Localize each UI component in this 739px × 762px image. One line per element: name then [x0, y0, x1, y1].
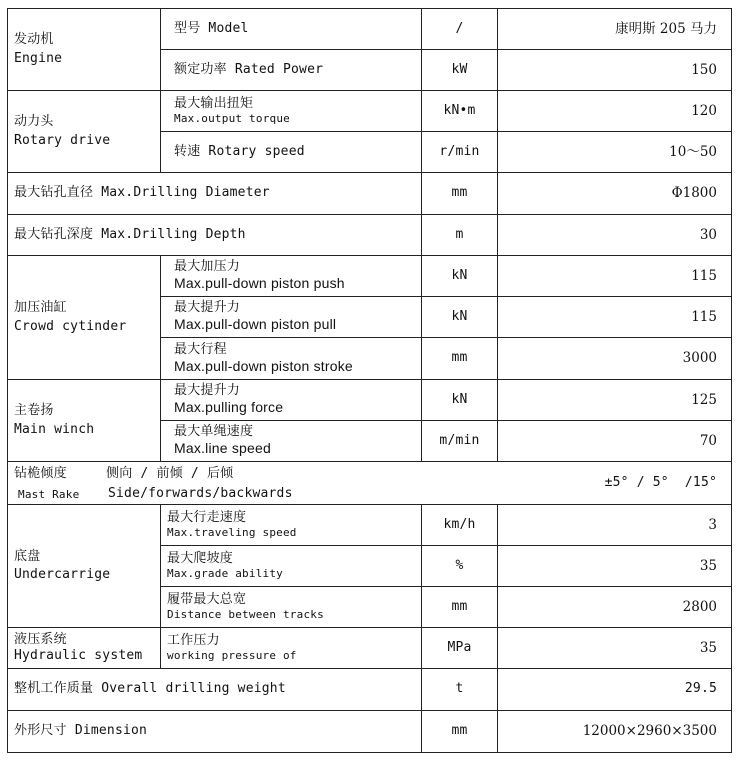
winch-speed-value: 70	[699, 432, 717, 449]
dimension-label: 外形尺寸 Dimension	[14, 723, 148, 739]
diameter-unit: mm	[451, 185, 468, 201]
label-zh: 履带最大总宽	[167, 592, 247, 607]
label-zh: 最大爬坡度	[167, 551, 234, 566]
travel-speed-value: 3	[708, 516, 717, 533]
depth-value: 30	[699, 226, 717, 243]
group-label-zh: 底盘	[14, 548, 41, 564]
label-zh: 最大行走速度	[167, 510, 247, 525]
label-en: Max.pull-down piston pull	[174, 316, 337, 333]
winch-speed-label	[168, 421, 421, 461]
power-label: 额定功率 Rated Power	[174, 61, 324, 77]
mast-rake-value: ±5° / 5° /15°	[604, 474, 717, 490]
group-label-en: Rotary drive	[14, 132, 111, 148]
label-zh: 最大单绳速度	[174, 424, 254, 440]
label-zh: 最大行程	[174, 341, 227, 357]
crowd-stroke-value: 3000	[682, 350, 717, 367]
dimension-value: 12000×2960×3500	[582, 723, 717, 740]
label-zh: 工作压力	[167, 633, 220, 648]
group-label-en: Engine	[14, 50, 63, 66]
group-label-zh: 动力头	[14, 114, 54, 130]
weight-unit: t	[455, 681, 464, 697]
rotary-speed-unit: r/min	[439, 143, 480, 159]
pressure-unit: MPa	[447, 639, 472, 655]
weight-label: 整机工作质量 Overall drilling weight	[14, 681, 286, 697]
track-width-value: 2800	[682, 598, 717, 615]
label-en: Max.pull-down piston push	[174, 275, 345, 292]
weight-value: 29.5	[684, 681, 717, 697]
track-width-unit: mm	[451, 598, 468, 614]
crowd-push-label	[168, 256, 421, 296]
power-unit: kW	[451, 61, 468, 77]
crowd-pull-label	[168, 297, 421, 337]
torque-unit: kN•m	[443, 102, 476, 118]
group-label-zh: 主卷扬	[14, 403, 54, 419]
undercarriage-group	[8, 505, 160, 627]
grade-value: 35	[699, 557, 717, 574]
label-en: Max.pulling force	[174, 399, 284, 416]
grade-unit: %	[455, 557, 464, 573]
mast-rake-label	[14, 462, 414, 504]
group-label-en: Crowd cytinder	[14, 318, 127, 334]
winch-group	[8, 380, 160, 461]
winch-force-unit: kN	[451, 391, 468, 407]
mast-sub-en: Side/forwards/backwards	[108, 486, 293, 501]
track-width-label	[161, 587, 421, 627]
label-zh: 最大输出扭矩	[174, 96, 254, 111]
model-unit: /	[455, 20, 464, 36]
label-en: working pressure of	[167, 649, 297, 663]
rotary-group	[8, 91, 160, 172]
mast-label-en: Mast Rake	[18, 488, 80, 501]
mast-sub-zh: 侧向 / 前倾 / 后倾	[106, 466, 234, 481]
depth-label: 最大钻孔深度 Max.Drilling Depth	[14, 226, 246, 242]
mast-label-zh: 钻桅倾度	[14, 466, 67, 481]
winch-speed-unit: m/min	[439, 432, 480, 448]
rotary-speed-value: 10～50	[669, 143, 717, 160]
depth-unit: m	[455, 226, 464, 242]
engine-group	[8, 9, 160, 90]
label-en: Max.pull-down piston stroke	[174, 357, 353, 374]
crowd-pull-unit: kN	[451, 308, 468, 324]
label-en: Distance between tracks	[167, 608, 324, 622]
winch-force-label	[168, 380, 421, 420]
crowd-pull-value: 115	[691, 308, 717, 325]
grade-label	[161, 546, 421, 586]
pressure-value: 35	[699, 639, 717, 656]
group-label-zh: 加压油缸	[14, 300, 67, 316]
travel-speed-unit: km/h	[443, 516, 476, 532]
diameter-label: 最大钻孔直径 Max.Drilling Diameter	[14, 185, 270, 201]
label-en: Max.traveling speed	[167, 526, 297, 540]
model-label: 型号 Model	[174, 20, 249, 36]
label-zh: 最大加压力	[174, 259, 241, 275]
label-en: Max.output torque	[174, 112, 290, 126]
crowd-stroke-unit: mm	[451, 350, 468, 366]
crowd-push-unit: kN	[451, 267, 468, 283]
winch-force-value: 125	[691, 391, 717, 408]
crowd-group	[8, 256, 160, 379]
pressure-label	[161, 628, 421, 668]
group-label-en: Undercarrige	[14, 567, 111, 582]
label-en: Max.grade ability	[167, 567, 283, 581]
hydraulic-group	[8, 628, 160, 668]
torque-label	[168, 91, 421, 131]
crowd-stroke-label	[168, 338, 421, 379]
label-zh: 最大提升力	[174, 300, 241, 316]
label-en: Max.line speed	[174, 440, 271, 457]
group-label-en: Main winch	[14, 421, 95, 437]
dimension-unit: mm	[451, 723, 468, 739]
travel-speed-label	[161, 505, 421, 545]
group-label-zh: 发动机	[14, 32, 54, 48]
rotary-speed-label: 转速 Rotary speed	[174, 143, 305, 159]
torque-value: 120	[691, 102, 717, 119]
crowd-push-value: 115	[691, 267, 717, 284]
model-value: 康明斯 205 马力	[615, 20, 717, 37]
label-zh: 最大提升力	[174, 383, 241, 399]
group-label-en: Hydraulic system	[14, 648, 143, 663]
power-value: 150	[691, 61, 717, 78]
group-label-zh: 液压系统	[14, 631, 67, 647]
diameter-value: Φ1800	[671, 185, 717, 202]
